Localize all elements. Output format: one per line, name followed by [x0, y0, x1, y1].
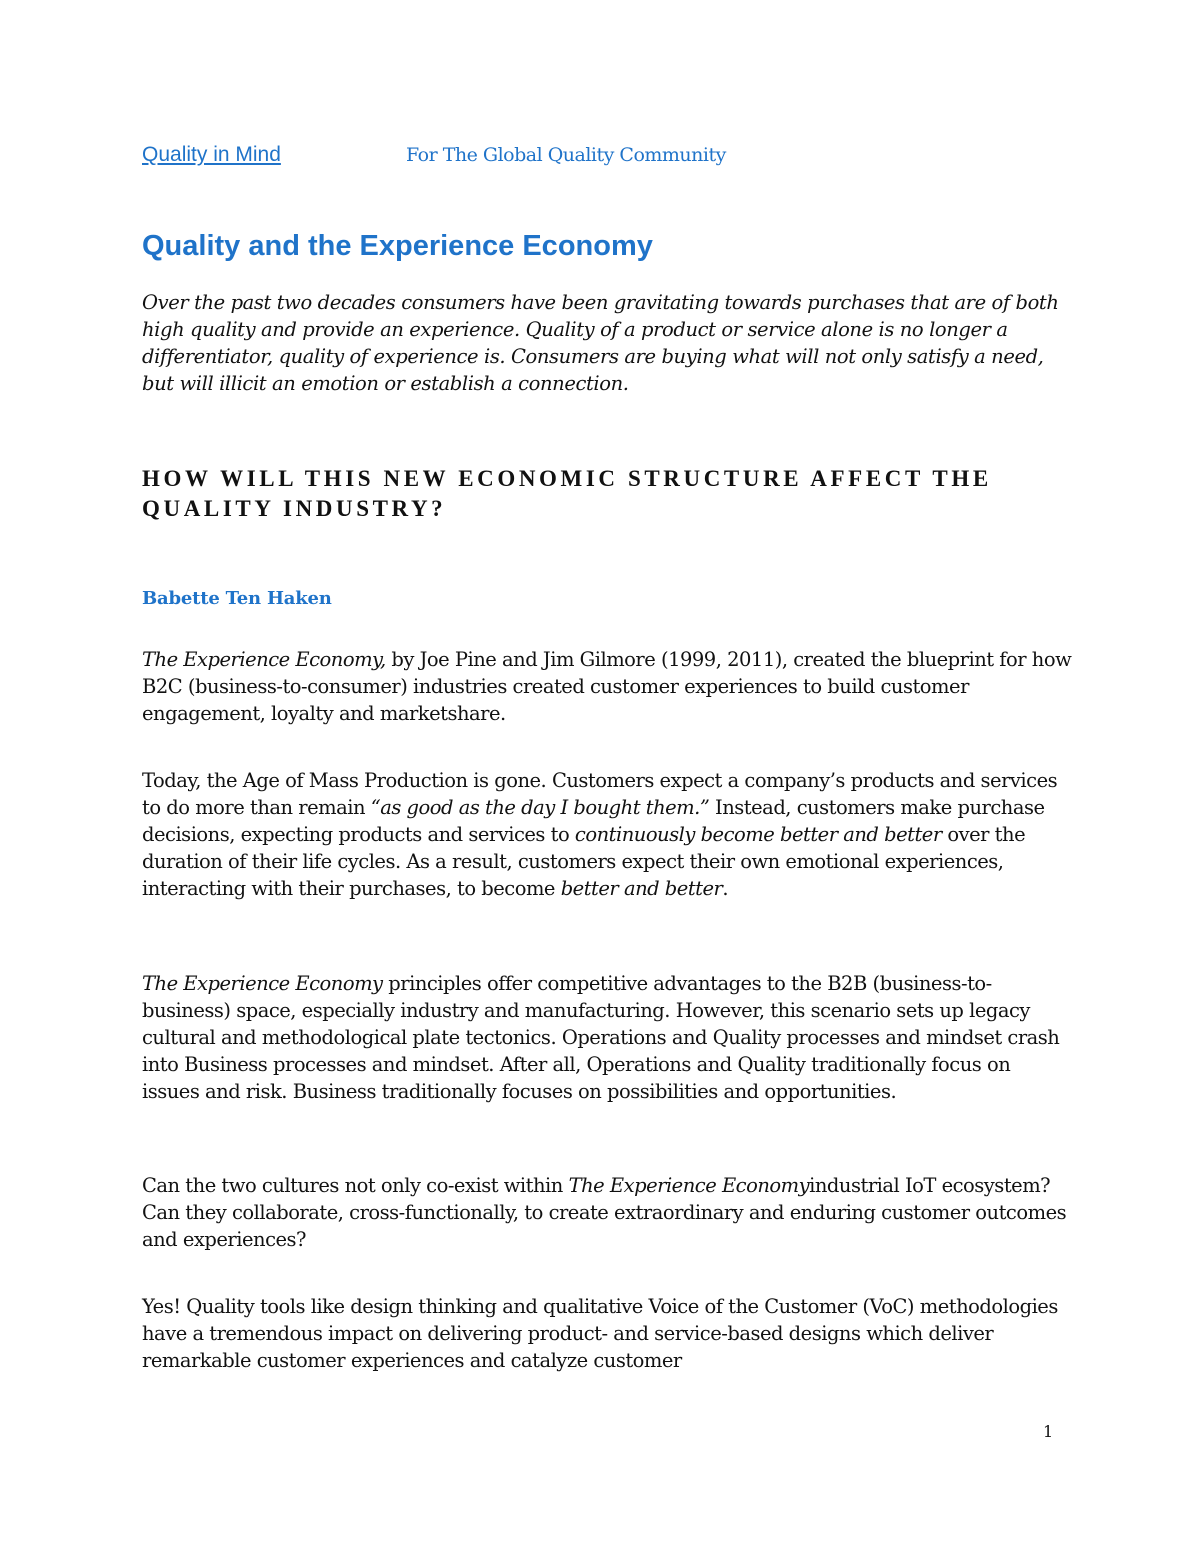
masthead-tagline: For The Global Quality Community [406, 144, 726, 166]
italic-text-run: The Experience Economy, [142, 648, 386, 671]
italic-text-run: better and better [560, 877, 723, 900]
italic-text-run: The Experience Economy [568, 1174, 810, 1197]
text-run: Today, the Age of Mass Production is gone. Customers expect a company’s products and services to do more than remain [142, 769, 1058, 819]
body-paragraph [142, 970, 1072, 1105]
body-paragraph [142, 1293, 1072, 1374]
body-paragraph [142, 767, 1072, 902]
page-number: 1 [1043, 1422, 1054, 1441]
body-paragraph [142, 1172, 1072, 1253]
text-run: . [722, 877, 729, 900]
article-lede: Over the past two decades consumers have been gravitating towards purchases that are of both high quality and provide an experience. Quality of a product or service alone is no longer a differentiator, quality of experience is. Consumers are buying what will not only satisfy a need, but will illicit an emotion or establish a connection. [142, 291, 1059, 395]
italic-text-run: “as good as the day I bought them.” [370, 796, 710, 819]
body-paragraph [142, 646, 1072, 727]
article-subheading: HOW WILL THIS NEW ECONOMIC STRUCTURE AFFECT THE QUALITY INDUSTRY? [142, 466, 992, 521]
text-run: by Joe Pine and Jim Gilmore (1999, 2011), created the blueprint for how B2C (business-to-consumer) industries created customer experiences to build customer engagement, loyalty and marketshare. [142, 648, 1072, 725]
article-author: Babette Ten Haken [142, 588, 332, 609]
text-run: Yes! Quality tools like design thinking and qualitative Voice of the Customer (VoC) methodologies have a tremendous impact on delivering product- and service-based designs which deliver remarkable customer experiences and catalyze customer [142, 1295, 1058, 1372]
masthead [142, 143, 1042, 173]
italic-text-run: continuously become better and better [574, 823, 942, 846]
text-run: industrial IoT ecosystem? Can they collaborate, cross-functionally, to create extraordinary and enduring customer outcomes and experiences? [142, 1174, 1067, 1251]
text-run: over the duration of their life cycles. As a result, customers expect their own emotional experiences, interacting with their purchases, to become [142, 823, 1026, 900]
article-title: Quality and the Experience Economy [142, 230, 653, 262]
text-run: principles offer competitive advantages to the B2B (business-to-business) space, especially industry and manufacturing. However, this scenario sets up legacy cultural and methodological plate tectonics. Operations and Quality processes and mindset crash into Business processes and mindset. After all, Operations and Quality traditionally focus on issues and risk. Business traditionally focuses on possibilities and opportunities. [142, 972, 1060, 1103]
italic-text-run: The Experience Economy [142, 972, 383, 995]
text-run: Can the two cultures not only co-exist within [142, 1174, 569, 1197]
text-run: Instead, customers make purchase decisions, expecting products and services to [142, 796, 1045, 846]
masthead-link[interactable]: Quality in Mind [142, 143, 281, 166]
